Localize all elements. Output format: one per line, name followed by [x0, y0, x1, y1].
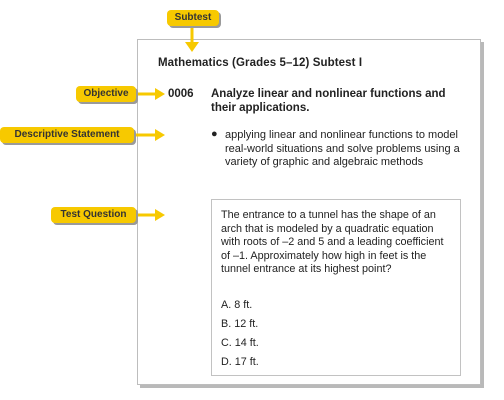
descriptive-statement-text: applying linear and nonlinear functions to model real-world situations and solve problems using a variety of graphic and algebraic methods — [225, 129, 460, 169]
callout-descriptive-statement: Descriptive Statement — [0, 127, 134, 143]
subtest-title: Mathematics (Grades 5–12) Subtest I — [158, 57, 363, 69]
callout-test-question: Test Question — [51, 207, 136, 223]
objective-text: Analyze linear and nonlinear functions and their applications. — [211, 88, 446, 114]
answer-option-c: C. 14 ft. — [221, 337, 259, 349]
question-stem: The entrance to a tunnel has the shape of an arch that is modeled by a quadratic equation with roots of –2 and 5 and a leading coefficient of –1. Approximately how high in feet is the tunnel entrance at its highest point? — [221, 209, 444, 275]
callout-objective: Objective — [76, 86, 136, 102]
answer-option-d: D. 17 ft. — [221, 356, 259, 368]
answer-option-b: B. 12 ft. — [221, 318, 259, 330]
answer-option-a: A. 8 ft. — [221, 299, 253, 311]
bullet-icon: ● — [211, 128, 218, 140]
objective-code: 0006 — [168, 88, 194, 100]
callout-subtest: Subtest — [167, 10, 219, 26]
